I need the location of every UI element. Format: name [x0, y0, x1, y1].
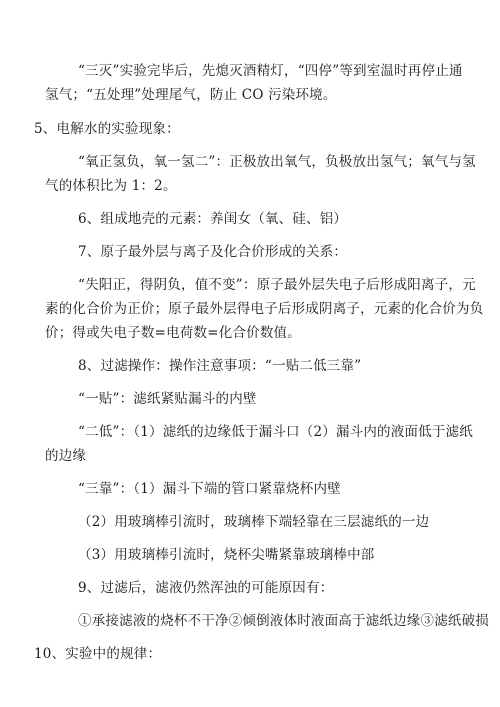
paragraph-line: 价；得或失电子数=电荷数=化合价数值。 [45, 325, 301, 341]
paragraph-line: “氧正氢负，氧一氢二”：正极放出氧气，负极放出氢气；氧气与氢 [78, 154, 476, 170]
section-heading: 6、组成地壳的元素：养闺女（氧、硅、铝） [78, 211, 348, 227]
paragraph-line: “三灭”实验完毕后，先熄灭酒精灯，“四停”等到室温时再停止通 [78, 63, 463, 79]
paragraph-line: “一贴”：滤纸紧贴漏斗的内壁 [78, 391, 257, 407]
section-heading: 5、电解水的实验现象： [34, 121, 180, 137]
paragraph-line: ①承接滤液的烧杯不干净②倾倒液体时液面高于滤纸边缘③滤纸破损 [78, 613, 489, 629]
section-heading: 9、过滤后，滤液仍然浑浊的可能原因有： [78, 580, 334, 596]
section-heading: 7、原子最外层与离子及化合价形成的关系： [78, 244, 348, 260]
section-heading: 8、过滤操作：操作注意事项：“一贴二低三靠” [78, 358, 362, 374]
paragraph-line: “三靠”：（1）漏斗下端的管口紧靠烧杯内壁 [78, 481, 341, 497]
paragraph-line: （2）用玻璃棒引流时，玻璃棒下端轻靠在三层滤纸的一边 [78, 514, 430, 530]
paragraph-line: （3）用玻璃棒引流时，烧杯尖嘴紧靠玻璃棒中部 [78, 547, 375, 563]
paragraph-line: 素的化合价为正价；原子最外层得电子后形成阴离子，元素的化合价为负 [45, 301, 484, 317]
paragraph-line: 的边缘 [45, 448, 87, 464]
section-heading: 10、实验中的规律： [34, 646, 162, 662]
paragraph-line: “失阳正，得阴负，值不变”：原子最外层失电子后形成阳离子，元 [78, 277, 476, 293]
paragraph-line: “二低”：（1）滤纸的边缘低于漏斗口（2）漏斗内的液面低于滤纸 [78, 424, 473, 440]
paragraph-line: 氢气；“五处理”处理尾气，防止 CO 污染环境。 [45, 87, 337, 103]
paragraph-line: 气的体积比为 1：2。 [45, 178, 177, 194]
